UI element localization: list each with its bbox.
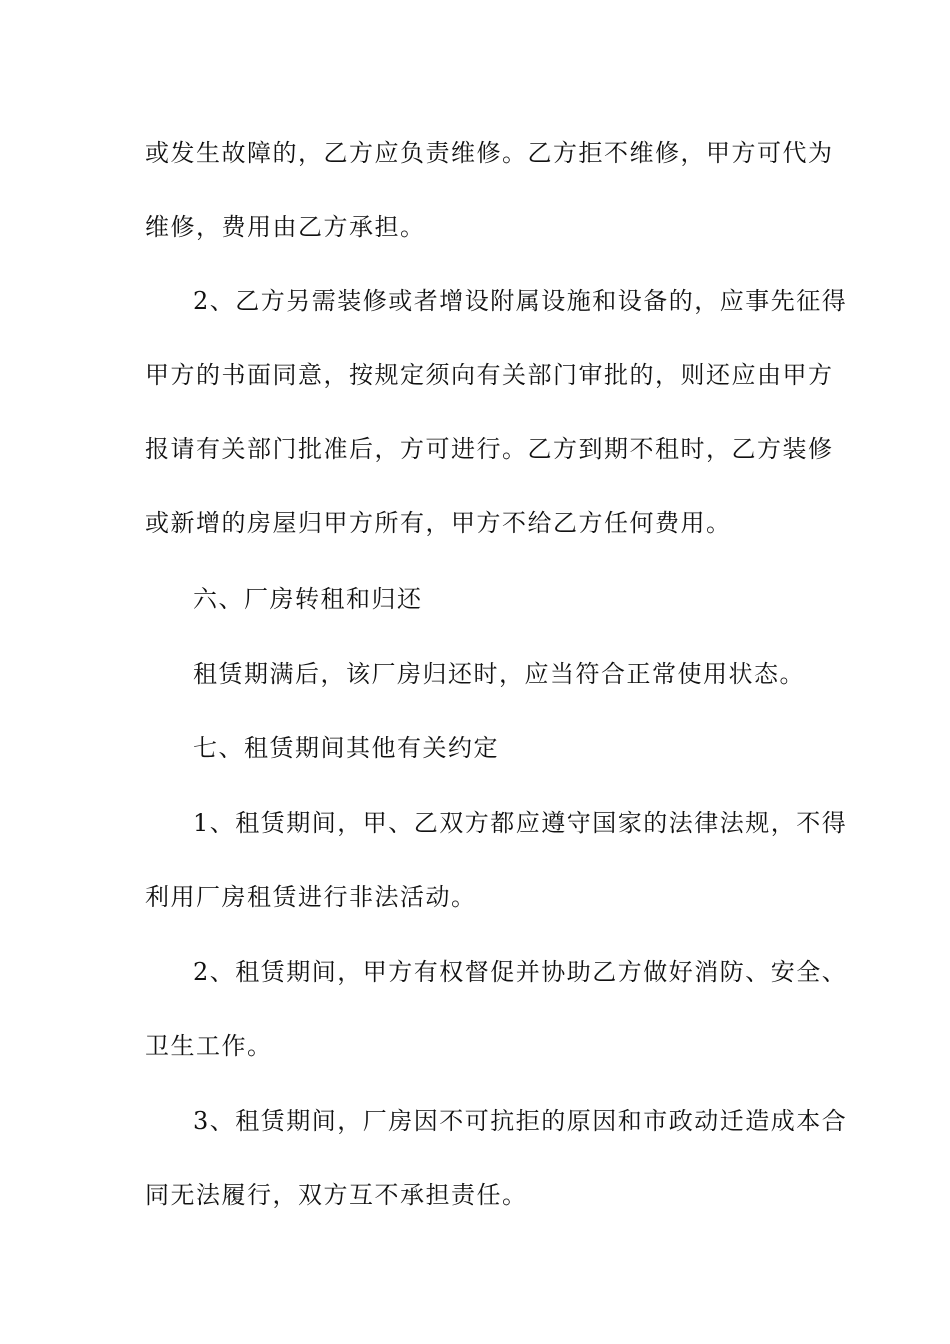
paragraph-line: 或新增的房屋归甲方所有，甲方不给乙方任何费用。 xyxy=(145,509,732,537)
paragraph-line: 甲方的书面同意，按规定须向有关部门审批的，则还应由甲方 xyxy=(145,361,834,389)
paragraph-line: 报请有关部门批准后，方可进行。乙方到期不租时，乙方装修 xyxy=(145,435,834,463)
paragraph-line: 或发生故障的，乙方应负责维修。乙方拒不维修，甲方可代为 xyxy=(145,139,834,167)
paragraph-line: 2、乙方另需装修或者增设附属设施和设备的，应事先征得 xyxy=(193,287,848,315)
paragraph-line: 2、租赁期间，甲方有权督促并协助乙方做好消防、安全、 xyxy=(193,958,848,986)
section-heading: 七、租赁期间其他有关约定 xyxy=(193,734,499,762)
section-heading: 六、厂房转租和归还 xyxy=(193,585,423,613)
paragraph-line: 3、租赁期间，厂房因不可抗拒的原因和市政动迁造成本合 xyxy=(193,1107,848,1135)
paragraph-line: 维修，费用由乙方承担。 xyxy=(145,213,426,241)
paragraph-line: 卫生工作。 xyxy=(145,1032,273,1060)
paragraph-line: 1、租赁期间，甲、乙双方都应遵守国家的法律法规，不得 xyxy=(193,809,848,837)
paragraph-line: 同无法履行，双方互不承担责任。 xyxy=(145,1181,528,1209)
paragraph-line: 利用厂房租赁进行非法活动。 xyxy=(145,883,477,911)
paragraph-line: 租赁期满后，该厂房归还时，应当符合正常使用状态。 xyxy=(193,660,805,688)
